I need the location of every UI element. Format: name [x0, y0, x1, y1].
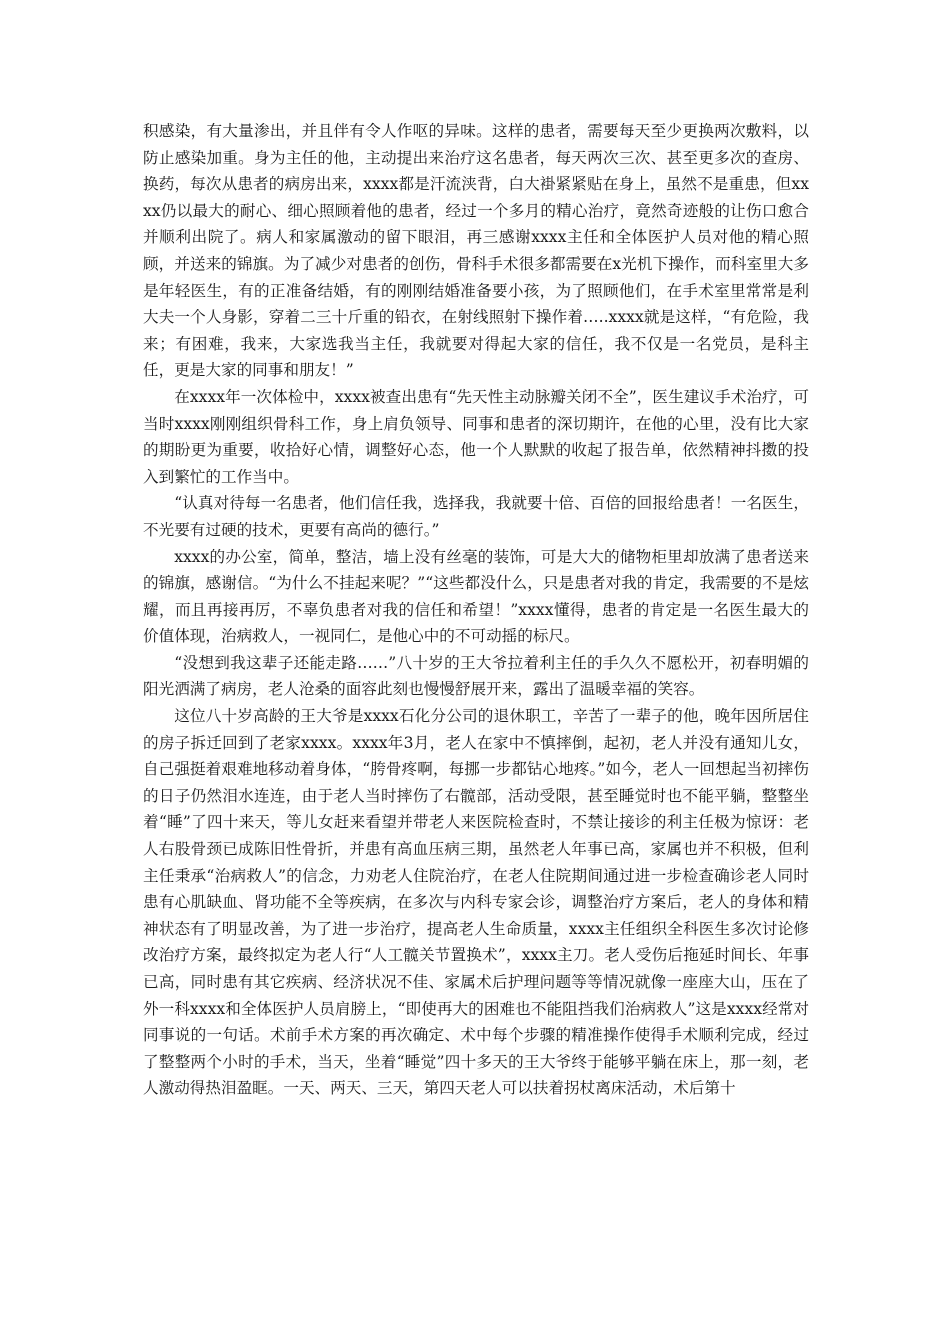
- document-body: [143, 118, 809, 1102]
- paragraph-checkup: 在xxxx年一次体检中，xxxx被查出患有“先天性主动脉瓣关闭不全”，医生建议手术治疗，可当时xxxx刚刚组织骨科工作，身上肩负领导、同事和患者的深切期许，在他的心里，没有比大家的期盼更为重要，收拾好心情，调整好心态，他一个人默默的收起了报告单，依然精神抖擞的投入到繁忙的工作当中。: [143, 387, 809, 486]
- paragraph-office: xxxx的办公室，简单，整洁，墙上没有丝毫的装饰，可是大大的储物柜里却放满了患者送来的锦旗，感谢信。“为什么不挂起来呢？”“这些都没什么，只是患者对我的肯定，我需要的不是炫耀，而且再接再厉，不辜负患者对我的信任和希望！”xxxx懂得，患者的肯定是一名医生最大的价值体现，治病救人，一视同仁，是他心中的不可动摇的标尺。: [143, 547, 809, 646]
- paragraph-walking-quote: “没想到我这辈子还能走路……”八十岁的王大爷拉着利主任的手久久不愿松开，初春明媚的阳光洒满了病房，老人沧桑的面容此刻也慢慢舒展开来，露出了温暖幸福的笑容。: [143, 653, 809, 699]
- paragraph-grandpa-wang: 这位八十岁高龄的王大爷是xxxx石化分公司的退休职工，辛苦了一辈子的他，晚年因所居住的房子拆迁回到了老家xxxx。xxxx年3月，老人在家中不慎摔倒，起初，老人并没有通知儿女，自己强挺着艰难地移动着身体，“胯骨疼啊，每挪一步都钻心地疼。”如今，老人一回想起当初摔伤的日子仍然泪水连连，由于老人当时摔伤了右髋部，活动受限，甚至睡觉时也不能平躺，整整坐着“睡”了四十来天，等儿女赶来看望并带老人来医院检查时，不禁让接诊的利主任极为惊讶：老人右股骨颈已成陈旧性骨折，并患有高血压病三期，虽然老人年事已高，家属也并不积极，但利主任秉承“治病救人”的信念，力劝老人住院治疗，在老人住院期间通过进一步检查确诊老人同时患有心肌缺血、肾功能不全等疾病，在多次与内科专家会诊，调整治疗方案后，老人的身体和精神状态有了明显改善，为了进一步治疗，提高老人生命质量，xxxx主任组织全科医生多次讨论修改治疗方案，最终拟定为老人行“人工髋关节置换术”，xxxx主刀。老人受伤后拖延时间长、年事已高，同时患有其它疾病、经济状况不佳、家属术后护理问题等等情况就像一座座大山，压在了外一科xxxx和全体医护人员肩膀上，“即使再大的困难也不能阻挡我们治病救人”这是xxxx经常对同事说的一句话。术前手术方案的再次确定、术中每个步骤的精准操作使得手术顺利完成，经过了整整两个小时的手术，当天，坐着“睡觉”四十多天的王大爷终于能够平躺在床上，那一刻，老人激动得热泪盈眶。一天、两天、三天，第四天老人可以扶着拐杖离床活动，术后第十: [143, 707, 809, 1098]
- paragraph-continued: 积感染，有大量渗出，并且伴有令人作呕的异味。这样的患者，需要每天至少更换两次敷料，以防止感染加重。身为主任的他，主动提出来治疗这名患者，每天两次三次、甚至更多次的查房、换药，每次从患者的病房出来，xxxx都是汗流浃背，白大褂紧紧贴在身上，虽然不是重患，但xxxx仍以最大的耐心、细心照顾着他的患者，经过一个多月的精心治疗，竟然奇迹般的让伤口愈合并顺利出院了。病人和家属激动的留下眼泪，再三感谢xxxx主任和全体医护人员对他的精心照顾，并送来的锦旗。为了减少对患者的创伤，骨科手术很多都需要在x光机下操作，而科室里大多是年轻医生，有的正准备结婚，有的刚刚结婚准备要小孩，为了照顾他们，在手术室里常常是利大夫一个人身影，穿着二三十斤重的铅衣，在射线照射下操作着…..xxxx就是这样，“有危险，我来；有困难，我来，大家选我当主任，我就要对得起大家的信任，我不仅是一名党员，是科主任，更是大家的同事和朋友！”: [143, 122, 809, 380]
- paragraph-quote-patients: “认真对待每一名患者，他们信任我，选择我，我就要十倍、百倍的回报给患者！一名医生，不光要有过硬的技术，更要有高尚的德行。”: [143, 494, 809, 539]
